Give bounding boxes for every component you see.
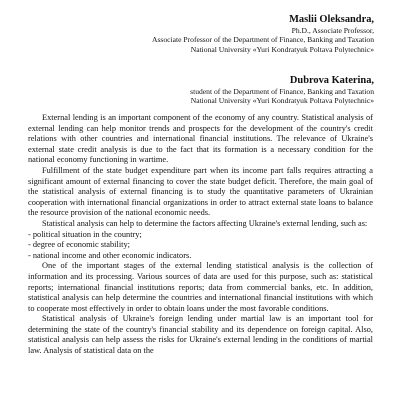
author-affiliation: National University «Yuri Kondratyuk Poltava Polytechnic» <box>190 96 374 106</box>
paragraph: One of the important stages of the external lending statistical analysis is the collection of information and its processing. Various sources of data are used for this purpose, such as: statistical reports; international financial institutions reports; data from commercial banks, etc. In addition, statistical analysis can help determine the countries and international financial institutions with which to cooperate most effectively in order to obtain loans under the most favorable conditions. <box>28 261 373 313</box>
list-item: - national income and other economic indicators. <box>28 250 192 260</box>
list-item: - degree of economic stability; <box>28 240 130 250</box>
author-position: student of the Department of Finance, Banking and Taxation <box>190 87 374 96</box>
factor-list <box>28 230 373 262</box>
author-block-2 <box>190 75 374 106</box>
author-affiliation: National University «Yuri Kondratyuk Poltava Polytechnic» <box>190 44 374 54</box>
author-name: Maslii Oleksandra, <box>289 14 374 25</box>
author-position: Associate Professor of the Department of Finance, Banking and Taxation <box>151 35 374 45</box>
paragraph: Statistical analysis can help to determine the factors affecting Ukraine's external lending, such as: <box>42 218 368 228</box>
paragraph: Fulfillment of the state budget expenditure part when its income part falls requires attracting a significant amount of external financing to cover the state budget deficit. Therefore, the main goal of the statistical analysis of external financing is to study the quantitative parameters of Ukrainian cooperation with international financial organizations in order to attract external state loans to balance the resource provision of the national economic needs. <box>28 165 373 218</box>
author-block-1 <box>152 14 374 54</box>
body-text <box>28 113 373 357</box>
paragraph: Statistical analysis of Ukraine's foreign lending under martial law is an important tool for determining the state of the country's financial stability and its dependence on foreign capital. Also, statistical analysis can help assess the risks for Ukraine's external lending in the conditions of martial law. Analysis of statistical data on the <box>28 314 373 356</box>
author-degree: Ph.D., Associate Professor, <box>291 26 374 35</box>
author-name: Dubrova Katerina, <box>289 75 374 86</box>
list-item: - political situation in the country; <box>28 229 142 239</box>
paragraph: External lending is an important component of the economy of any country. Statistical analysis of external lending can help monitor trends and prospects for the development of the country's credit relations with other countries and international financial institutions. The relevance of Ukraine's external state credit analysis is due to the fact that its formation is a necessary condition for the national economy functioning in wartime. <box>28 113 373 165</box>
